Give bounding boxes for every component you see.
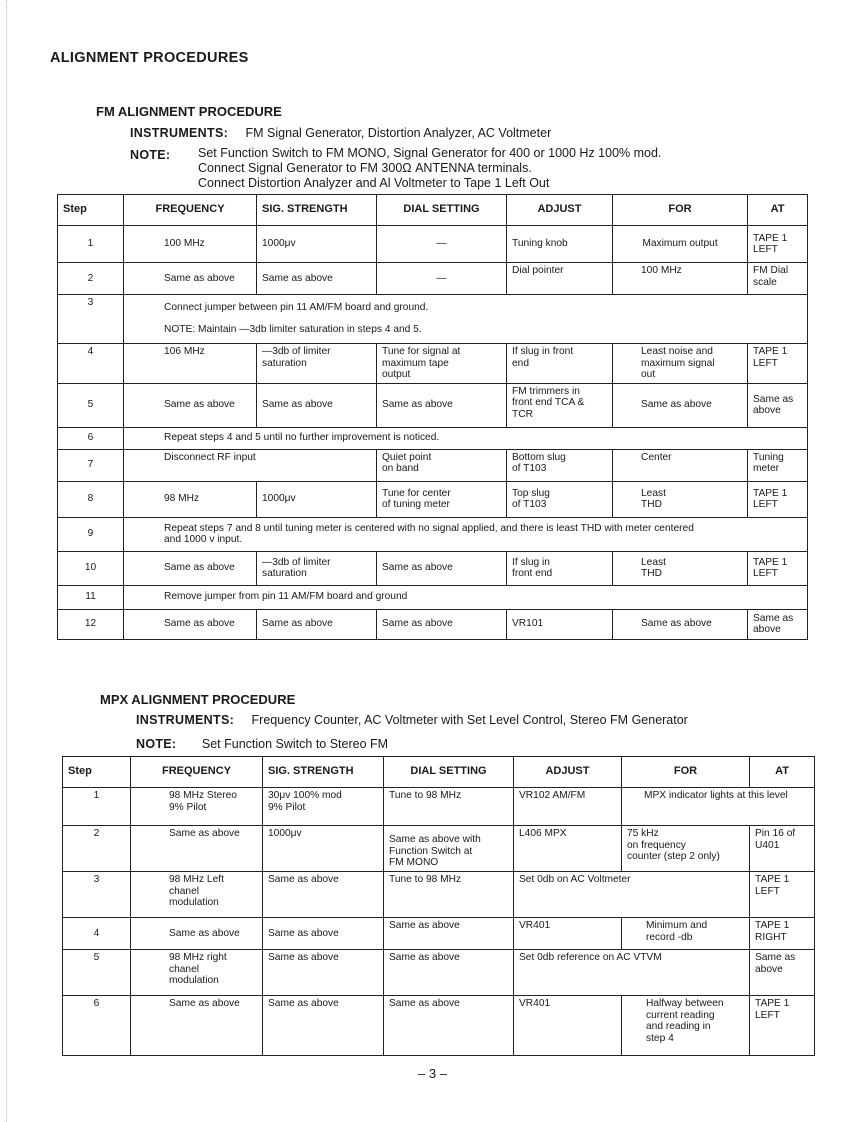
cell-span: Connect jumper between pin 11 AM/FM board and ground. NOTE: Maintain —3db limiter saturation in steps 4 and 5. — [124, 295, 808, 344]
cell-sig: 1000μv — [257, 481, 377, 517]
cell-adjust: VR401 — [514, 918, 622, 950]
cell-for: Center — [613, 449, 748, 481]
cell-for: 100 MHz — [613, 263, 748, 295]
fm-note-label: NOTE: — [130, 148, 171, 162]
col-adjust: ADJUST — [514, 757, 622, 788]
cell-at: FM Dial scale — [748, 263, 808, 295]
fm-section-title: FM ALIGNMENT PROCEDURE — [96, 104, 282, 119]
cell-step: 2 — [58, 263, 124, 295]
mpx-note-label: NOTE: — [136, 737, 177, 751]
cell-adjust: L406 MPX — [514, 826, 622, 872]
cell-for: Same as above — [613, 609, 748, 639]
col-step: Step — [63, 757, 131, 788]
cell-dial: Same as above — [377, 551, 507, 585]
cell-sig: —3db of limiter saturation — [257, 551, 377, 585]
cell-for: Least THD — [613, 481, 748, 517]
cell-step: 3 — [58, 295, 124, 344]
cell-frequency: 98 MHz Left chanel modulation — [131, 872, 263, 918]
cell-adjust: Bottom slug of T103 — [507, 449, 613, 481]
mpx-note — [136, 737, 388, 751]
cell-adjust: Top slug of T103 — [507, 481, 613, 517]
mpx-instruments — [136, 713, 688, 727]
table-row — [58, 344, 808, 384]
cell-step: 1 — [63, 788, 131, 826]
cell-frequency: Same as above — [124, 383, 257, 427]
col-dial-setting: DIAL SETTING — [377, 195, 507, 226]
cell-dial: Tune for signal at maximum tape output — [377, 344, 507, 384]
cell-step: 8 — [58, 481, 124, 517]
cell-sig: Same as above — [257, 609, 377, 639]
cell-adjust: Dial pointer — [507, 263, 613, 295]
cell-frequency: Same as above — [131, 918, 263, 950]
cell-adjust: VR401 — [514, 996, 622, 1056]
cell-step: 4 — [58, 344, 124, 384]
cell-adjust: VR102 AM/FM — [514, 788, 622, 826]
col-at: AT — [750, 757, 815, 788]
cell-step: 1 — [58, 226, 124, 263]
cell-dial: Same as above — [377, 383, 507, 427]
cell-sig: Same as above — [263, 872, 384, 918]
cell-for: Minimum and record -db — [622, 918, 750, 950]
cell-step: 11 — [58, 585, 124, 609]
page-title: ALIGNMENT PROCEDURES — [50, 50, 249, 66]
cell-adjust-for: Set 0db on AC Voltmeter — [514, 872, 750, 918]
cell-sig: Same as above — [263, 918, 384, 950]
col-step: Step — [58, 195, 124, 226]
cell-step: 6 — [63, 996, 131, 1056]
table-row — [63, 788, 815, 826]
cell-at: TAPE 1 LEFT — [748, 344, 808, 384]
cell-frequency: Same as above — [124, 551, 257, 585]
cell-at: TAPE 1 LEFT — [748, 481, 808, 517]
table-row — [58, 449, 808, 481]
table-row — [58, 226, 808, 263]
cell-at: TAPE 1 LEFT — [748, 551, 808, 585]
fm-instruments-label: INSTRUMENTS: — [130, 126, 229, 140]
cell-frequency: 98 MHz right chanel modulation — [131, 950, 263, 996]
col-adjust: ADJUST — [507, 195, 613, 226]
page-number: – 3 – — [418, 1066, 447, 1081]
cell-sig: 1000μv — [263, 826, 384, 872]
cell-dial: Tune to 98 MHz — [384, 788, 514, 826]
cell-frequency: Same as above — [124, 263, 257, 295]
cell-step: 6 — [58, 427, 124, 449]
col-for: FOR — [622, 757, 750, 788]
cell-step: 9 — [58, 517, 124, 551]
cell-adjust: If slug in front end — [507, 344, 613, 384]
cell-step: 5 — [63, 950, 131, 996]
col-frequency: FREQUENCY — [124, 195, 257, 226]
fm-note-line: Connect Signal Generator to FM 300Ω ANTENNA terminals. — [198, 161, 532, 175]
mpx-note-text: Set Function Switch to Stereo FM — [201, 737, 389, 751]
cell-frequency: Same as above — [131, 826, 263, 872]
mpx-section-title: MPX ALIGNMENT PROCEDURE — [100, 692, 296, 707]
table-row — [58, 609, 808, 639]
cell-span: Disconnect RF input — [124, 449, 377, 481]
cell-dial: Tune to 98 MHz — [384, 872, 514, 918]
cell-step: 3 — [63, 872, 131, 918]
table-row — [58, 295, 808, 344]
table-header-row — [63, 757, 815, 788]
cell-at: Same as above — [748, 609, 808, 639]
cell-dial: Same as above — [384, 950, 514, 996]
cell-step: 5 — [58, 383, 124, 427]
cell-dial: Same as above — [384, 918, 514, 950]
table-row — [58, 551, 808, 585]
cell-step: 4 — [63, 918, 131, 950]
col-for: FOR — [613, 195, 748, 226]
cell-adjust: FM trimmers in front end TCA & TCR — [507, 383, 613, 427]
cell-at: Tuning meter — [748, 449, 808, 481]
cell-sig: 30μv 100% mod 9% Pilot — [263, 788, 384, 826]
table-row — [58, 427, 808, 449]
cell-at: TAPE 1 RIGHT — [750, 918, 815, 950]
cell-dial: Same as above — [377, 609, 507, 639]
col-sig-strength: SIG. STRENGTH — [257, 195, 377, 226]
fm-alignment-table — [57, 194, 808, 640]
cell-frequency: Same as above — [131, 996, 263, 1056]
table-row — [58, 263, 808, 295]
cell-for: Same as above — [613, 383, 748, 427]
table-row — [63, 872, 815, 918]
cell-for: Least THD — [613, 551, 748, 585]
cell-adjust: If slug in front end — [507, 551, 613, 585]
cell-at: Pin 16 of U401 — [750, 826, 815, 872]
cell-sig: Same as above — [263, 950, 384, 996]
cell-for: Halfway between current reading and reading in step 4 — [622, 996, 750, 1056]
table-row — [58, 481, 808, 517]
col-at: AT — [748, 195, 808, 226]
cell-dial: — — [377, 263, 507, 295]
cell-span: Remove jumper from pin 11 AM/FM board and ground — [124, 585, 808, 609]
fm-instruments-text: FM Signal Generator, Distortion Analyzer, AC Voltmeter — [245, 126, 552, 140]
mpx-instruments-text: Frequency Counter, AC Voltmeter with Set Level Control, Stereo FM Generator — [251, 713, 688, 727]
cell-step: 12 — [58, 609, 124, 639]
cell-for: Least noise and maximum signal out — [613, 344, 748, 384]
fm-instruments — [130, 126, 551, 140]
cell-frequency: 98 MHz — [124, 481, 257, 517]
cell-at: Same as above — [750, 950, 815, 996]
cell-dial: Same as above — [384, 996, 514, 1056]
cell-dial: Tune for center of tuning meter — [377, 481, 507, 517]
cell-dial: — — [377, 226, 507, 263]
cell-adjust: VR101 — [507, 609, 613, 639]
fm-note-line: Set Function Switch to FM MONO, Signal Generator for 400 or 1000 Hz 100% mod. — [198, 146, 662, 160]
table-header-row — [58, 195, 808, 226]
cell-at: TAPE 1 LEFT — [748, 226, 808, 263]
cell-frequency: 100 MHz — [124, 226, 257, 263]
cell-dial: Quiet point on band — [377, 449, 507, 481]
cell-step: 2 — [63, 826, 131, 872]
table-row — [63, 918, 815, 950]
col-frequency: FREQUENCY — [131, 757, 263, 788]
cell-at: TAPE 1 LEFT — [750, 996, 815, 1056]
cell-frequency: 98 MHz Stereo 9% Pilot — [131, 788, 263, 826]
cell-step: 10 — [58, 551, 124, 585]
cell-sig: 1000μv — [257, 226, 377, 263]
table-row — [63, 826, 815, 872]
cell-for: Maximum output — [613, 226, 748, 263]
cell-sig: Same as above — [257, 383, 377, 427]
cell-frequency: Same as above — [124, 609, 257, 639]
table-row — [58, 517, 808, 551]
scan-edge — [0, 0, 7, 1122]
cell-span: Repeat steps 7 and 8 until tuning meter is centered with no signal applied, and there is least THD with meter centered and 1000 v input. — [124, 517, 808, 551]
cell-at: TAPE 1 LEFT — [750, 872, 815, 918]
cell-dial: Same as above with Function Switch at FM MONO — [384, 826, 514, 872]
table-row — [58, 585, 808, 609]
cell-sig: —3db of limiter saturation — [257, 344, 377, 384]
cell-frequency: 106 MHz — [124, 344, 257, 384]
cell-sig: Same as above — [257, 263, 377, 295]
table-row — [63, 996, 815, 1056]
mpx-instruments-label: INSTRUMENTS: — [136, 713, 235, 727]
cell-adjust-for: Set 0db reference on AC VTVM — [514, 950, 750, 996]
cell-adjust: Tuning knob — [507, 226, 613, 263]
cell-at: Same as above — [748, 383, 808, 427]
fm-note-line: Connect Distortion Analyzer and Al Voltmeter to Tape 1 Left Out — [198, 176, 550, 190]
mpx-alignment-table — [62, 756, 815, 1056]
table-row — [58, 383, 808, 427]
col-sig-strength: SIG. STRENGTH — [263, 757, 384, 788]
table-row — [63, 950, 815, 996]
cell-for: 75 kHz on frequency counter (step 2 only) — [622, 826, 750, 872]
fm-note — [198, 146, 661, 191]
cell-step: 7 — [58, 449, 124, 481]
cell-sig: Same as above — [263, 996, 384, 1056]
cell-span: Repeat steps 4 and 5 until no further improvement is noticed. — [124, 427, 808, 449]
col-dial-setting: DIAL SETTING — [384, 757, 514, 788]
cell-for-at: MPX indicator lights at this level — [622, 788, 815, 826]
